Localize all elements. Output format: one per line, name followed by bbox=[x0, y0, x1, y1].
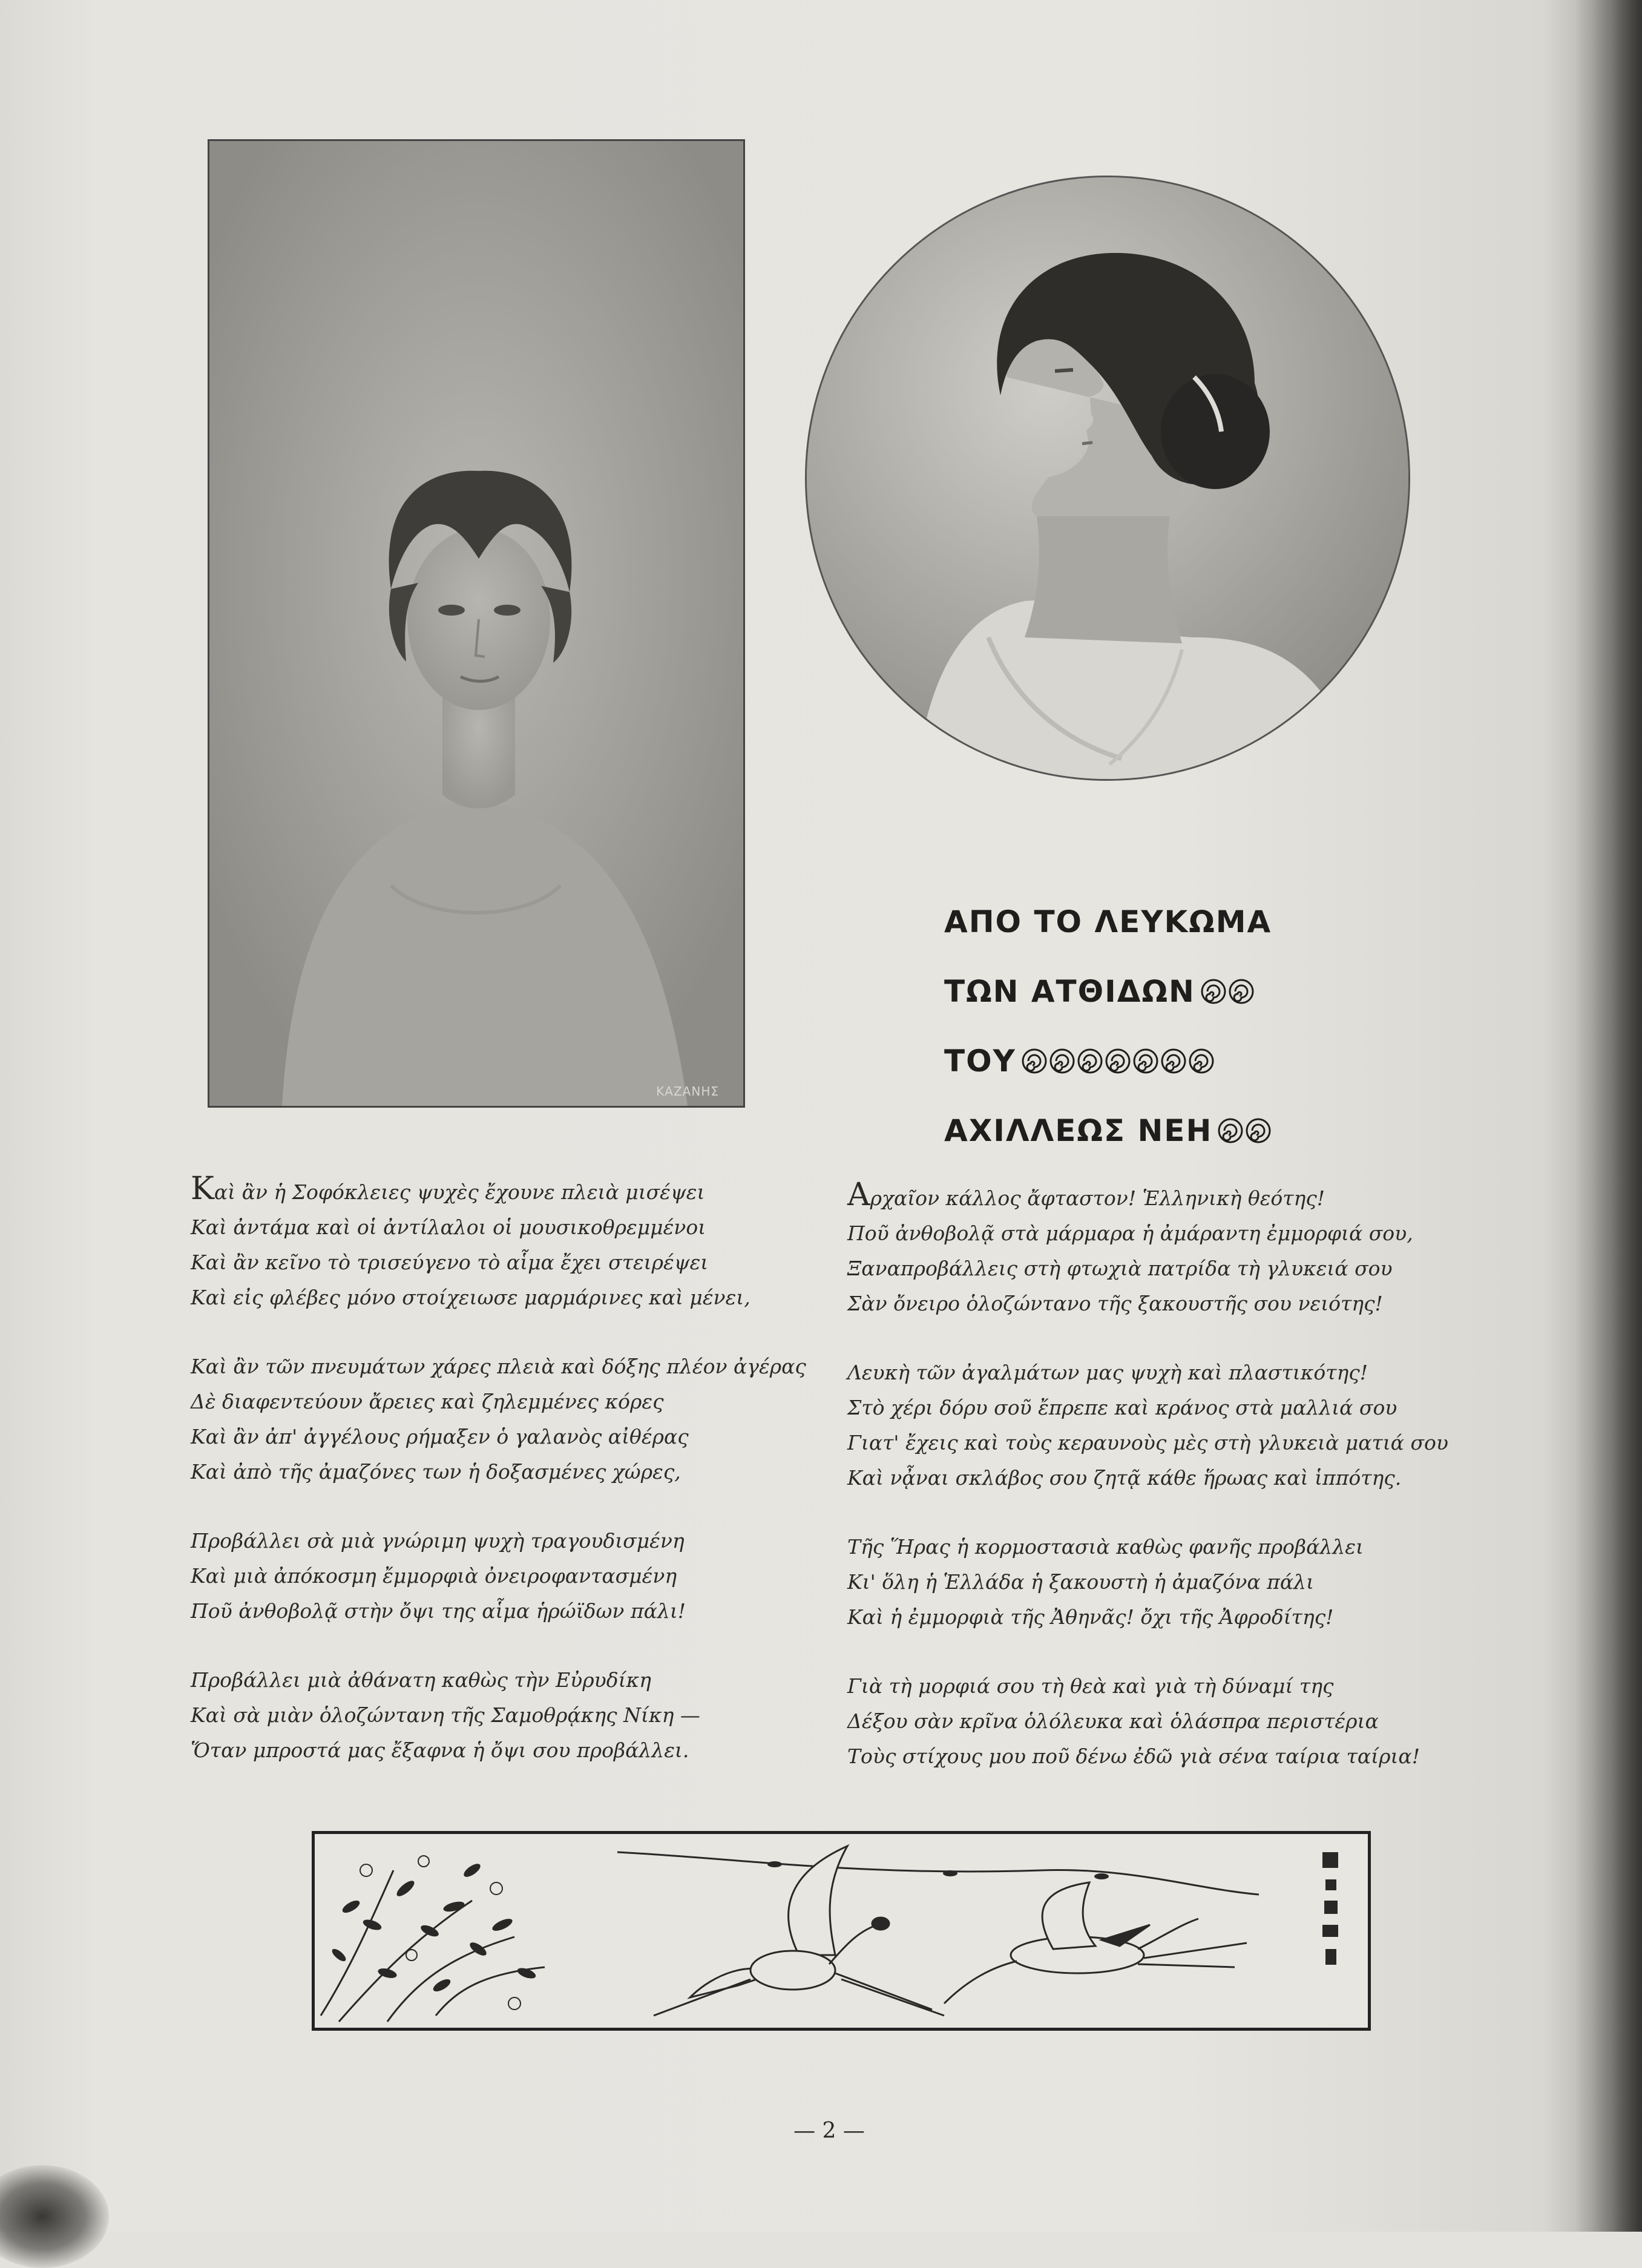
poem-left-stanza-2 bbox=[191, 1349, 832, 1490]
ornament-group bbox=[1200, 978, 1255, 1005]
poem-line: Ποῦ ἀνθοβολᾷ στὴν ὄψι της αἷμα ἡρώϊδων πάλι! bbox=[191, 1599, 686, 1623]
corner-smudge bbox=[0, 2165, 109, 2268]
title-text-2: ΤΩΝ ΑΤΘΙΔΩΝ bbox=[944, 973, 1195, 1009]
spiral-ornament-icon bbox=[1105, 1048, 1131, 1074]
poem-line: Δέξου σὰν κρῖνα ὁλόλευκα καὶ ὁλάσπρα περιστέρια bbox=[847, 1709, 1379, 1733]
poem-line-text: ρχαῖον κάλλος ἄφταστον! Ἑλληνικὴ θεότης! bbox=[870, 1186, 1325, 1210]
poem-right bbox=[847, 1177, 1501, 1808]
poem-left bbox=[191, 1171, 832, 1802]
title-line-4 bbox=[944, 1096, 1283, 1165]
binding-shadow bbox=[1575, 0, 1642, 2232]
spiral-ornament-icon bbox=[1021, 1048, 1048, 1074]
title-text-3: ΤΟΥ bbox=[944, 1043, 1016, 1079]
poem-line: Καὶ εἰς φλέβες μόνο στοίχειωσε μαρμάρινες καὶ μένει, bbox=[191, 1286, 750, 1309]
photo-credit: ΚΑΖΑΝΗΣ bbox=[656, 1084, 719, 1099]
title-line-2 bbox=[944, 956, 1283, 1026]
poem-line: Τῆς Ἥρας ἡ κορμοστασιὰ καθὼς φανῆς προβάλλει bbox=[847, 1535, 1364, 1559]
poem-line: Καὶ ἀντάμα καὶ οἱ ἀντίλαλοι οἱ μουσικοθρεμμένοι bbox=[191, 1215, 706, 1239]
spiral-ornament-icon bbox=[1200, 978, 1227, 1005]
poem-line: Προβάλλει σὰ μιὰ γνώριμη ψυχὴ τραγουδισμένη bbox=[191, 1529, 685, 1553]
title-line-3 bbox=[944, 1026, 1283, 1096]
spiral-ornament-icon bbox=[1049, 1048, 1076, 1074]
spiral-ornament-icon bbox=[1245, 1117, 1272, 1144]
poem-line bbox=[191, 1171, 832, 1210]
spiral-ornament-icon bbox=[1188, 1048, 1215, 1074]
poem-right-stanza-1 bbox=[847, 1177, 1501, 1321]
album-title-block bbox=[944, 887, 1283, 1165]
crane-illustration-panel bbox=[312, 1831, 1371, 2031]
poem-line: Γιὰ τὴ μορφιά σου τὴ θεὰ καὶ γιὰ τὴ δύναμί της bbox=[847, 1674, 1334, 1698]
poem-line: Γιατ' ἔχεις καὶ τοὺς κεραυνοὺς μὲς στὴ γλυκειὰ ματιά σου bbox=[847, 1431, 1448, 1454]
title-text-1: ΑΠΟ ΤΟ ΛΕΥΚΩΜΑ bbox=[944, 904, 1272, 939]
poem-line: Στὸ χέρι δόρυ σοῦ ἔπρεπε καὶ κράνος στὰ μαλλιά σου bbox=[847, 1396, 1397, 1419]
poem-line bbox=[847, 1177, 1501, 1216]
poem-line: Καὶ ἀπὸ τῆς ἀμαζόνες των ἡ δοξασμένες χώρες, bbox=[191, 1460, 681, 1484]
poem-line: Ὅταν μπροστά μας ἔξαφνα ἡ ὄψι σου προβάλλει. bbox=[191, 1738, 689, 1762]
poem-line: Σὰν ὄνειρο ὁλοζώντανο τῆς ξακουστῆς σου νειότης! bbox=[847, 1292, 1383, 1315]
title-text-4: ΑΧΙΛΛΕΩΣ ΝΕΗ bbox=[944, 1113, 1213, 1148]
drop-cap: Α bbox=[847, 1177, 870, 1213]
poem-line: Καὶ ἂν τῶν πνευμάτων χάρες πλειὰ καὶ δόξης πλέον ἀγέρας bbox=[191, 1355, 806, 1378]
poem-line: Ποῦ ἀνθοβολᾷ στὰ μάρμαρα ἡ ἀμάραντη ἐμμορφιά σου, bbox=[847, 1221, 1413, 1245]
spiral-ornament-icon bbox=[1228, 978, 1255, 1005]
spiral-ornament-icon bbox=[1077, 1048, 1103, 1074]
poem-line: Καὶ ἡ ἐμμορφιὰ τῆς Ἀθηνᾶς! ὄχι τῆς Ἀφροδίτης! bbox=[847, 1605, 1334, 1629]
ornament-group bbox=[1217, 1117, 1272, 1144]
poem-right-stanza-2 bbox=[847, 1355, 1501, 1496]
ornament-group bbox=[1021, 1048, 1215, 1074]
page-number: — 2 — bbox=[793, 2118, 865, 2143]
poem-right-stanza-4 bbox=[847, 1669, 1501, 1774]
spiral-ornament-icon bbox=[1132, 1048, 1159, 1074]
poem-line: Τοὺς στίχους μου ποῦ δένω ἐδῶ γιὰ σένα ταίρια ταίρια! bbox=[847, 1744, 1420, 1768]
spiral-ornament-icon bbox=[1160, 1048, 1187, 1074]
poem-line: Καὶ μιὰ ἀπόκοσμη ἔμμορφιὰ ὀνειροφαντασμένη bbox=[191, 1564, 677, 1588]
portrait-photo-rectangular bbox=[208, 139, 745, 1108]
poem-right-stanza-3 bbox=[847, 1530, 1501, 1635]
drop-cap: Κ bbox=[191, 1171, 214, 1207]
poem-line: Καὶ σὰ μιὰν ὁλοζώντανη τῆς Σαμοθρᾴκης Νίκη — bbox=[191, 1703, 700, 1727]
poem-line: Καὶ ἂν ἀπ' ἀγγέλους ρήμαξεν ὁ γαλανὸς αἰθέρας bbox=[191, 1425, 689, 1448]
portrait-woman-front-icon bbox=[209, 141, 743, 1106]
poem-line: Καὶ ἂν κεῖνο τὸ τρισεύγενο τὸ αἷμα ἔχει στειρέψει bbox=[191, 1251, 709, 1274]
portrait-woman-profile-icon bbox=[807, 177, 1408, 779]
portrait-photo-circular bbox=[805, 176, 1410, 781]
poem-line: Ξαναπροβάλλεις στὴ φτωχιὰ πατρίδα τὴ γλυκειά σου bbox=[847, 1257, 1393, 1280]
poem-line: Καὶ νᾆναι σκλάβος σου ζητᾷ κάθε ἥρωας καὶ ἱππότης. bbox=[847, 1466, 1402, 1490]
poem-line: Λευκὴ τῶν ἀγαλμάτων μας ψυχὴ καὶ πλαστικότης! bbox=[847, 1361, 1368, 1384]
cranes-flying-icon bbox=[315, 1834, 1368, 2028]
poem-line-text: αὶ ἂν ἡ Σοφόκλειες ψυχὲς ἔχουνε πλειὰ μισέψει bbox=[214, 1180, 705, 1204]
poem-line: Δὲ διαφεντεύουν ἄρειες καὶ ζηλεμμένες κόρες bbox=[191, 1390, 664, 1413]
poem-line: Προβάλλει μιὰ ἀθάνατη καθὼς τὴν Εὐρυδίκη bbox=[191, 1668, 651, 1692]
poem-line: Κι' ὅλη ἡ Ἑλλάδα ἡ ξακουστὴ ἡ ἀμαζόνα πάλι bbox=[847, 1570, 1315, 1594]
spiral-ornament-icon bbox=[1217, 1117, 1244, 1144]
poem-left-stanza-1 bbox=[191, 1171, 832, 1315]
poem-left-stanza-3 bbox=[191, 1524, 832, 1629]
title-line-1 bbox=[944, 887, 1283, 956]
poem-left-stanza-4 bbox=[191, 1663, 832, 1768]
